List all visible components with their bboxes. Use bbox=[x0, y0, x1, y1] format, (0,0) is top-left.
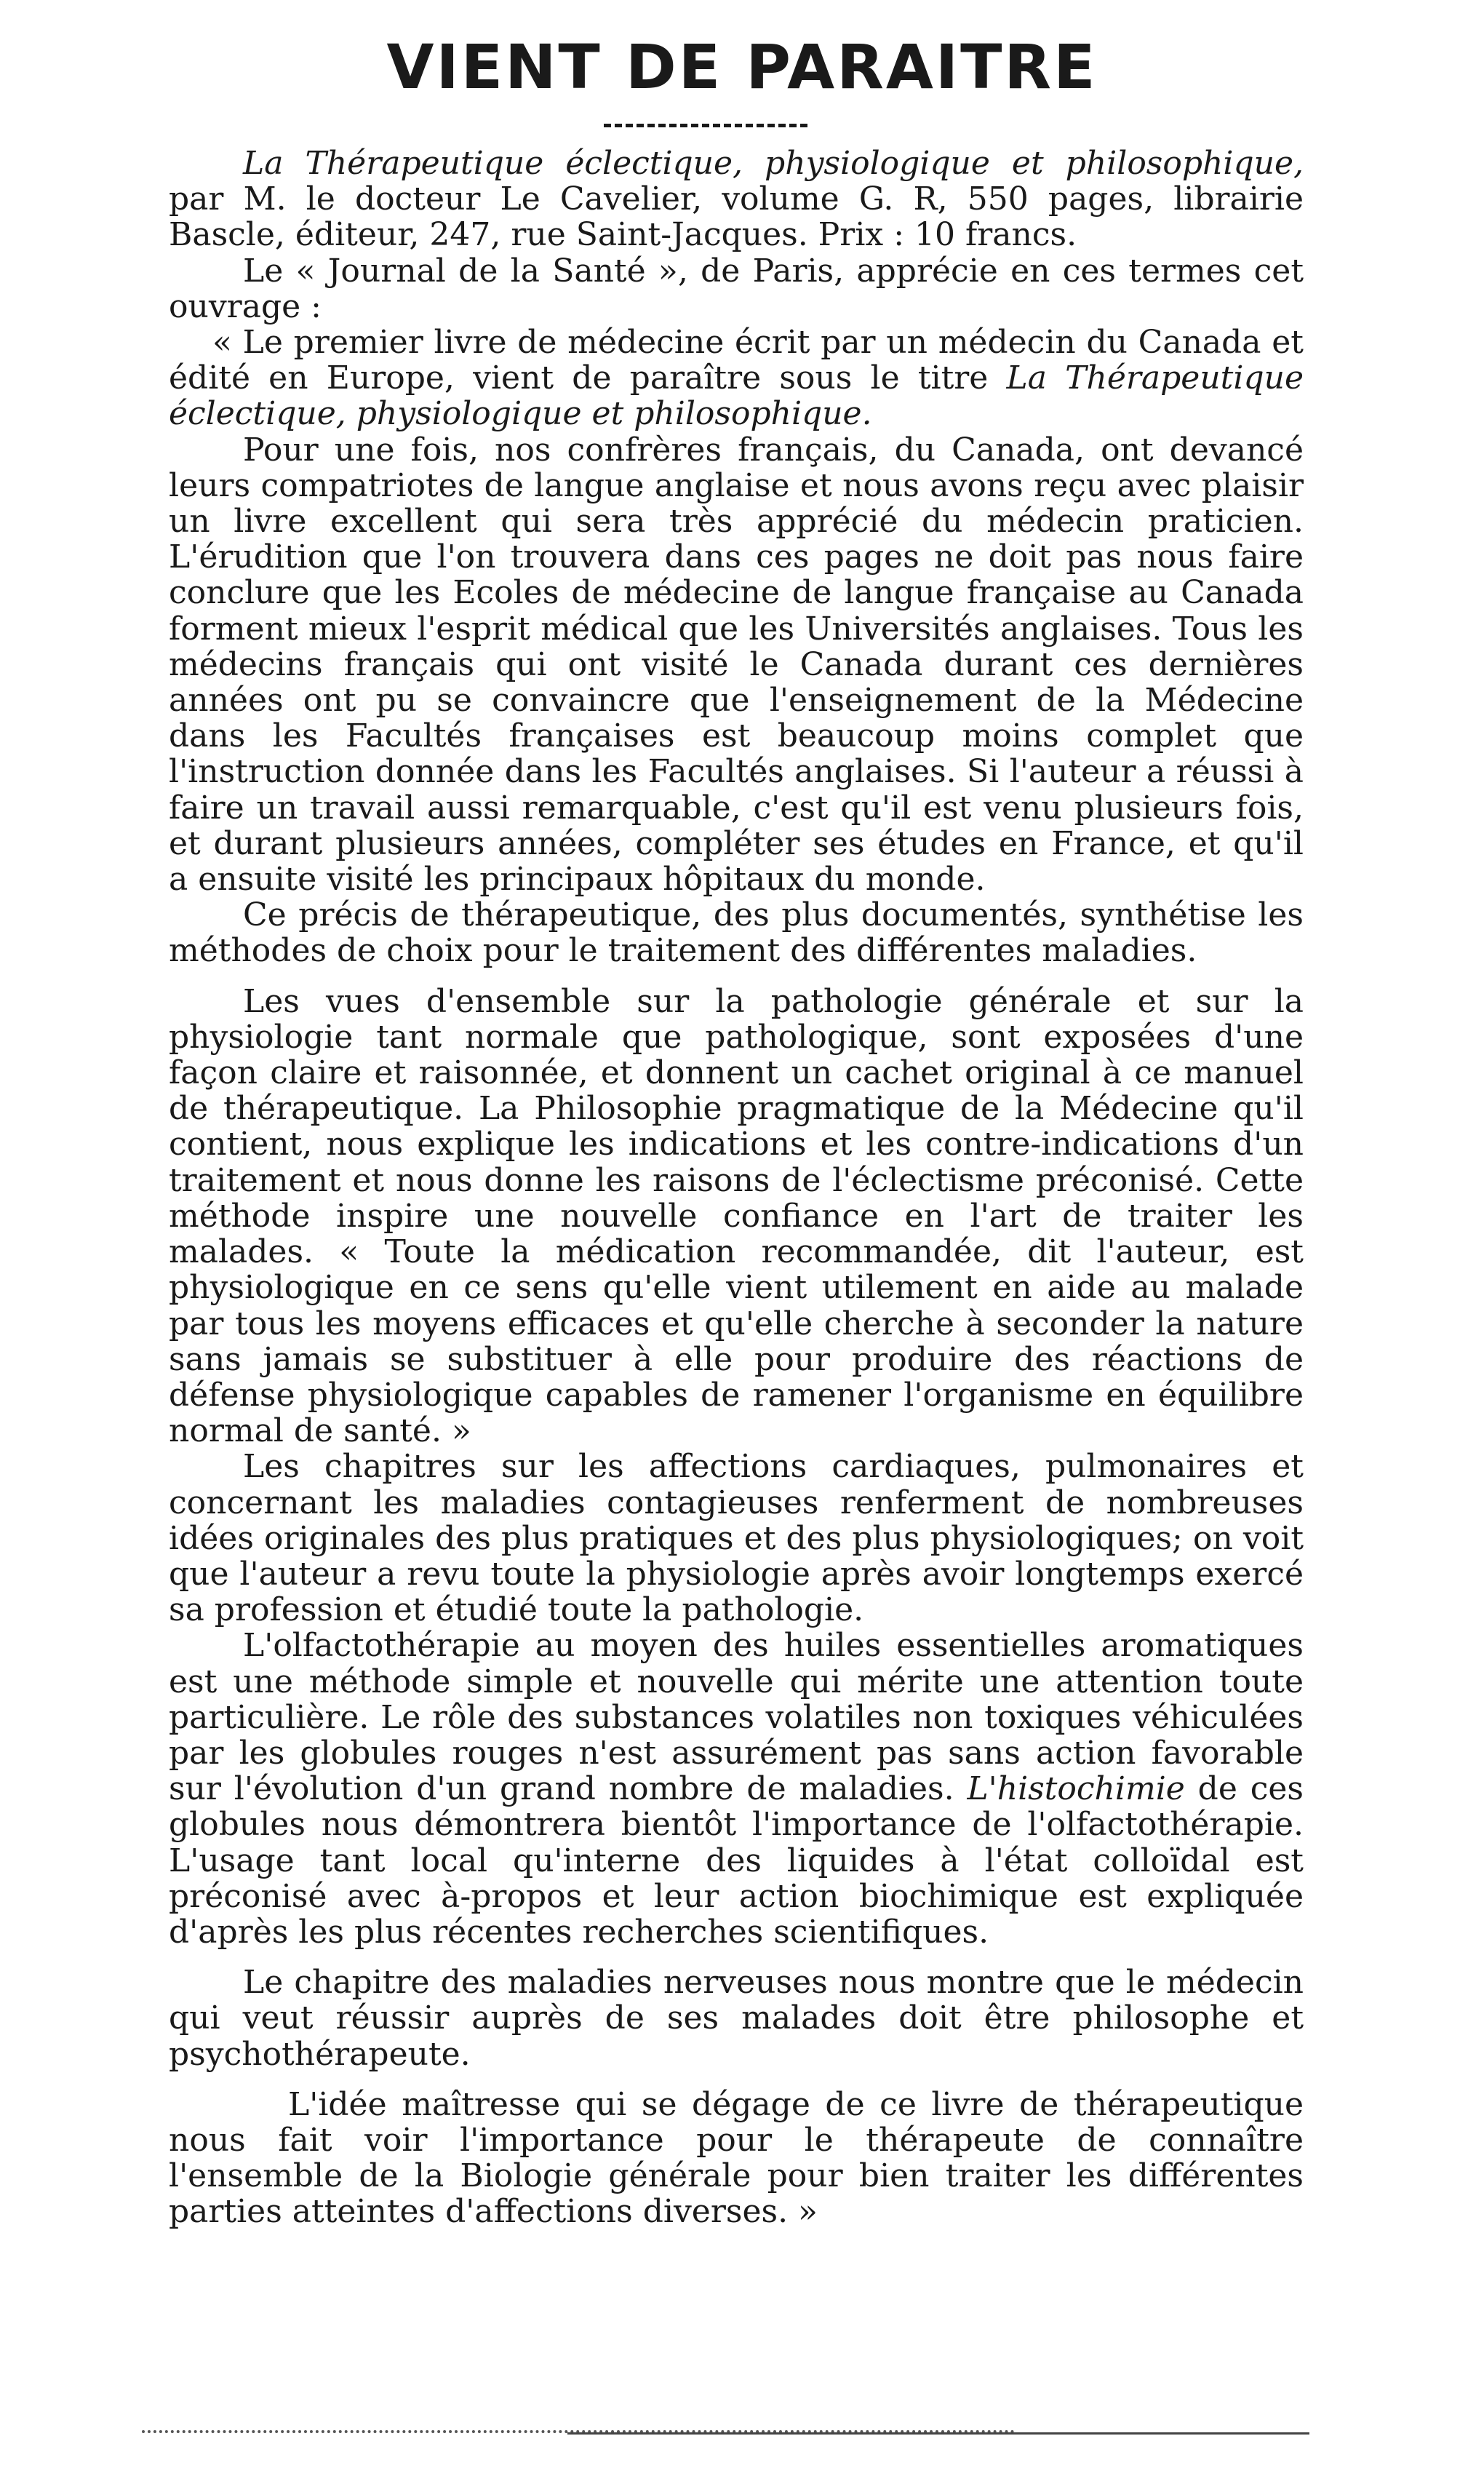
paragraph-8 bbox=[169, 1628, 1304, 1950]
paragraph-8-text-rest: de ces globules nous démontrera bientôt l'importance de l'olfactothérapie. L'usage tant local qu'interne des liquides à l'état colloïdal est préconisé avec à-propos et leur action biochimique est expliquée d'après les plus récentes recherches scientifiques. bbox=[169, 1770, 1304, 1951]
paragraph-4: Pour une fois, nos confrères français, du Canada, ont devancé leurs compatriotes de langue anglaise et nous avons reçu avec plaisir un livre excellent qui sera très apprécié du médecin praticien. L'érudition que l'on trouvera dans ces pages ne doit pas nous faire conclure que les Ecoles de médecine de langue française au Canada forment mieux l'esprit médical que les Universités anglaises. Tous les médecins français qui ont visité le Canada durant ces dernières années ont pu se convaincre que l'enseignement de la Médecine dans les Facultés françaises est beaucoup moins complet que l'instruction donnée dans les Facultés anglaises. Si l'auteur a réussi à faire un travail aussi remarquable, c'est qu'il est venu plusieurs fois, et durant plusieurs années, compléter ses études en France, et qu'il a ensuite visité les principaux hôpitaux du monde. bbox=[169, 431, 1304, 899]
paragraph-7: Les chapitres sur les affections cardiaques, pulmonaires et concernant les maladies contagieuses renferment de nombreuses idées originales des plus pratiques et des plus physiologiques; on voit que l'auteur a revu toute la physiologie après avoir longtemps exercé sa profession et étudié toute la pathologie. bbox=[169, 1448, 1304, 1629]
article-body bbox=[169, 146, 1304, 2230]
paragraph-3 bbox=[169, 325, 1304, 432]
paragraph-3-text: « Le premier livre de médecine écrit par un médecin du Canada et édité en Europe, vient de paraître sous le titre bbox=[169, 324, 1304, 397]
paragraph-6: Les vues d'ensemble sur la pathologie générale et sur la physiologie tant normale que pathologique, sont exposées d'une façon claire et raisonnée, et donnent un cachet original à ce manuel de thérapeutique. La Philosophie pragmatique de la Médecine qu'il contient, nous explique les indications et les contre-indications d'un traitement et nous donne les raisons de l'éclectisme préconisé. Cette méthode inspire une nouvelle confiance en l'art de traiter les malades. « Toute la médication recommandée, dit l'auteur, est physiologique en ce sens qu'elle vient utilement en aide au malade par tous les moyens efficaces et qu'elle cherche à seconder la nature sans jamais se substituer à elle pour produire des réactions de défense physiologique capables de ramener l'organisme en équilibre normal de santé. » bbox=[169, 982, 1304, 1450]
paragraph-10: L'idée maîtresse qui se dégage de ce livre de thérapeutique nous fait voir l'importance pour le thérapeute de connaître l'ensemble de la Biologie générale pour bien traiter les différentes parties atteintes d'affections diverses. » bbox=[169, 2085, 1304, 2231]
histochimie-term: L'histochimie bbox=[967, 1770, 1185, 1808]
book-title: La Thérapeutique éclectique, physiologique et philosophique, bbox=[243, 145, 1304, 182]
title-underline bbox=[604, 124, 807, 127]
page-title: VIENT DE PARAITRE bbox=[386, 31, 1098, 103]
paragraph-2: Le « Journal de la Santé », de Paris, apprécie en ces termes cet ouvrage : bbox=[169, 252, 1304, 325]
paragraph-8-text: L'olfactothérapie au moyen des huiles essentielles aromatiques est une méthode simple et nouvelle qui mérite une attention toute particulière. Le rôle des substances volatiles non toxiques véhiculées par les globules rouges n'est assurément pas sans action favorable sur l'évolution d'un grand nombre de maladies. bbox=[169, 1627, 1304, 1808]
book-title-quoted: La Thérapeutique éclectique, physiologique et philosophique. bbox=[169, 359, 1304, 433]
paragraph-1-text: par M. le docteur Le Cavelier, volume G. R, 550 pages, librairie Bascle, éditeur, 247, rue Saint-Jacques. Prix : 10 francs. bbox=[169, 180, 1304, 254]
paragraph-1 bbox=[169, 146, 1304, 253]
paragraph-5: Ce précis de thérapeutique, des plus documentés, synthétise les méthodes de choix pour le traitement des différentes maladies. bbox=[169, 896, 1304, 970]
paragraph-9: Le chapitre des maladies nerveuses nous montre que le médecin qui veut réussir auprès de ses malades doit être philosophe et psychothérapeute. bbox=[169, 1964, 1304, 2073]
bottom-rule bbox=[567, 2432, 1309, 2435]
